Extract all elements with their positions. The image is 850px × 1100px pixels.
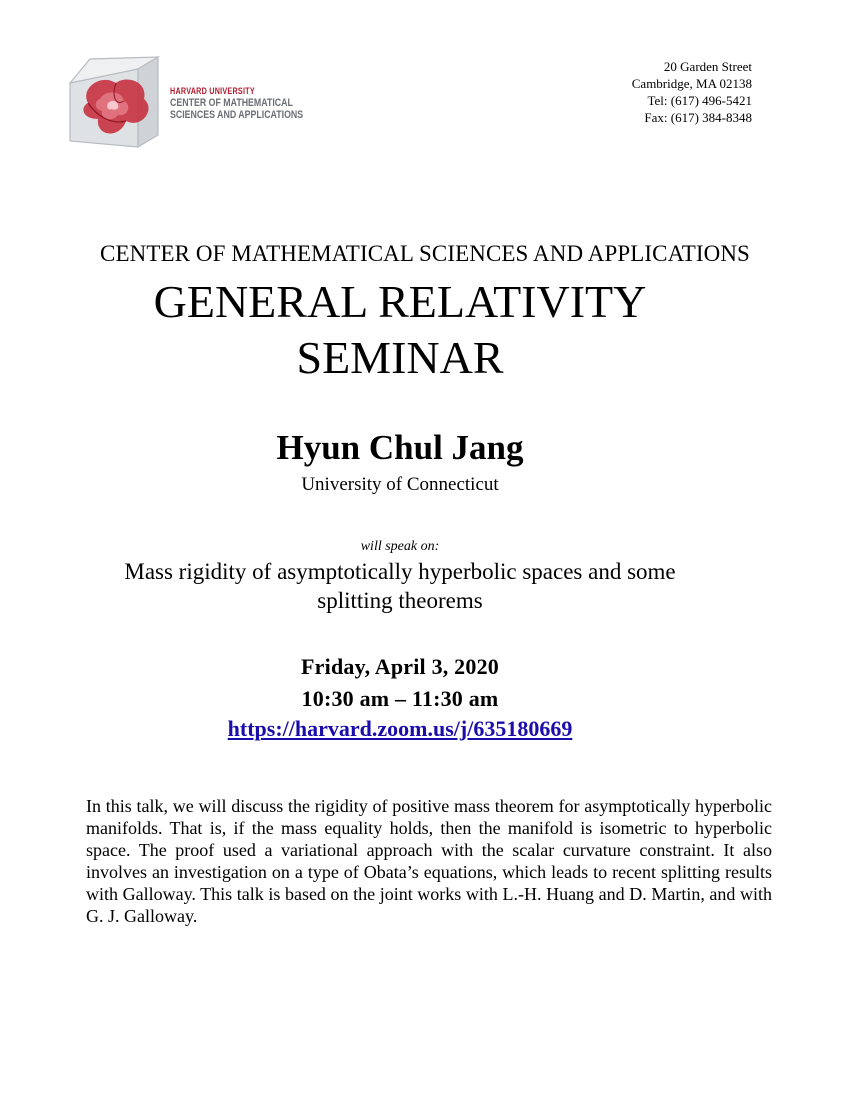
address-fax: Fax: (617) 384-8348 [644,110,752,125]
logo-university: HARVARD UNIVERSITY [170,86,255,96]
talk-title-line1: Mass rigidity of asymptotically hyperbolic spaces and some [124,559,676,584]
talk-title-line2: splitting theorems [317,588,483,613]
event-date: Friday, April 3, 2020 [301,654,499,679]
address-block [632,58,752,126]
zoom-link[interactable]: https://harvard.zoom.us/j/635180669 [227,716,573,741]
event-time: 10:30 am – 11:30 am [301,686,499,711]
will-speak-label: will speak on: [360,539,440,554]
seminar-title [0,274,800,386]
talk-title [0,557,800,615]
seminar-title-line1: GENERAL RELATIVITY [153,276,647,327]
speaker-name: Hyun Chul Jang [276,428,524,467]
seminar-title-line2: SEMINAR [296,332,504,383]
cmsa-logo [66,55,304,155]
address-city: Cambridge, MA 02138 [631,76,752,91]
logo-wordmark [170,85,303,121]
abstract-text: In this talk, we will discuss the rigidity of positive mass theorem for asymptotically hyperbolic manifolds. That is, if the mass equality holds, then the manifold is isometric to hyperbolic space. The proof used a variational approach with the scalar curvature constraint. It also involves an investigation on a type of Obata’s equations, which leads to recent splitting results with Galloway. This talk is based on the joint works with L.-H. Huang and D. Martin, and with G. J. Galloway. [86,796,772,926]
center-name: CENTER OF MATHEMATICAL SCIENCES AND APPLICATIONS [100,241,750,266]
logo-center-line2: SCIENCES AND APPLICATIONS [170,109,304,121]
address-tel: Tel: (617) 496-5421 [647,93,752,108]
cube-surface-logo-icon [66,55,162,155]
speaker-affiliation: University of Connecticut [301,474,499,495]
address-street: 20 Garden Street [663,59,752,74]
logo-center-line1: CENTER OF MATHEMATICAL [170,97,293,109]
